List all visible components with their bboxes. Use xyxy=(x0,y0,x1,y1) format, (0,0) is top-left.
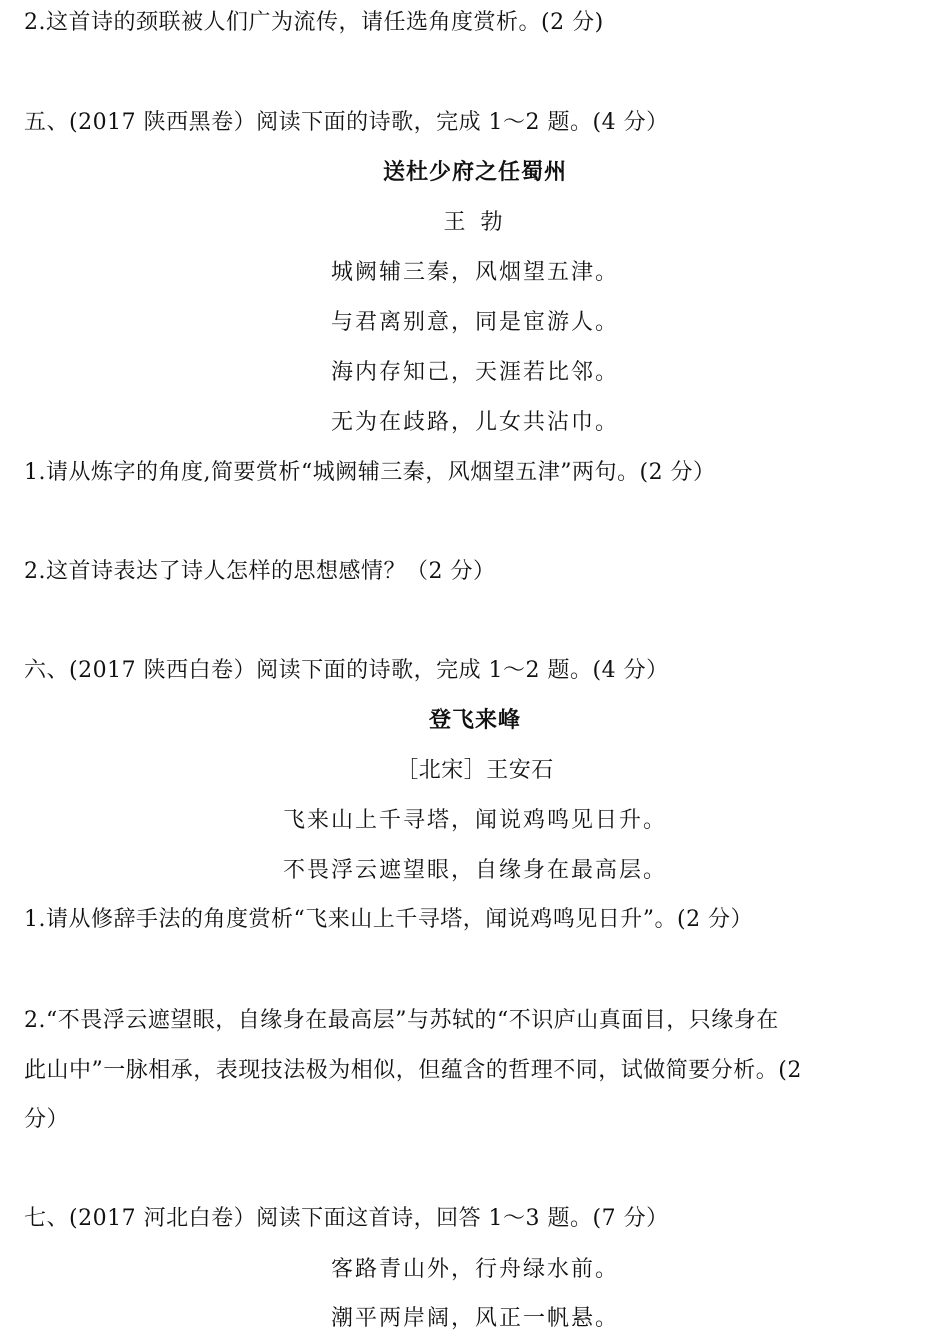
section-6-poem-author: ［北宋］王安石 xyxy=(396,758,554,783)
section-5-poem-title: 送杜少府之任蜀州 xyxy=(382,160,567,185)
section-7-verse-2: 潮平两岸阔，风正一帆悬。 xyxy=(330,1306,619,1331)
section-6-question-2-line-2: 此山中”一脉相承，表现技法极为相似，但蕴含的哲理不同，试做简要分析。(2 xyxy=(24,1058,802,1083)
section-6-poem-title: 登飞来峰 xyxy=(428,708,521,733)
section-5-verse-1: 城阙辅三秦，风烟望五津。 xyxy=(330,260,619,285)
section-7-verse-1: 客路青山外，行舟绿水前。 xyxy=(330,1257,619,1282)
section-6-question-1: 1.请从修辞手法的角度赏析“飞来山上千寻塔，闻说鸡鸣见日升”。(2 分） xyxy=(24,907,754,932)
section-5-verse-3: 海内存知己，天涯若比邻。 xyxy=(330,360,619,385)
section-5-verse-2: 与君离别意，同是宦游人。 xyxy=(330,310,619,335)
section-7-header: 七、(2017 河北白卷）阅读下面这首诗，回答 1～3 题。(7 分） xyxy=(24,1206,669,1231)
section-5-verse-4: 无为在歧路，儿女共沾巾。 xyxy=(330,410,619,435)
section-6-verse-1: 飞来山上千寻塔，闻说鸡鸣见日升。 xyxy=(282,808,667,833)
section-6-header: 六、(2017 陕西白卷）阅读下面的诗歌，完成 1～2 题。(4 分） xyxy=(24,658,669,683)
question-2-previous: 2.这首诗的颈联被人们广为流传，请任选角度赏析。(2 分) xyxy=(24,10,604,35)
section-6-verse-2: 不畏浮云遮望眼，自缘身在最高层。 xyxy=(282,858,667,883)
section-6-question-2-line-1: 2.“不畏浮云遮望眼，自缘身在最高层”与苏轼的“不识庐山真面目，只缘身在 xyxy=(24,1008,779,1033)
section-6-question-2-line-3: 分） xyxy=(24,1107,70,1132)
section-5-poem-author: 王 勃 xyxy=(443,210,507,235)
section-5-question-2: 2.这首诗表达了诗人怎样的思想感情？（2 分） xyxy=(24,559,496,584)
section-5-header: 五、(2017 陕西黑卷）阅读下面的诗歌，完成 1～2 题。(4 分） xyxy=(24,110,669,135)
section-5-question-1: 1.请从炼字的角度,简要赏析“城阙辅三秦，风烟望五津”两句。(2 分） xyxy=(24,460,716,485)
